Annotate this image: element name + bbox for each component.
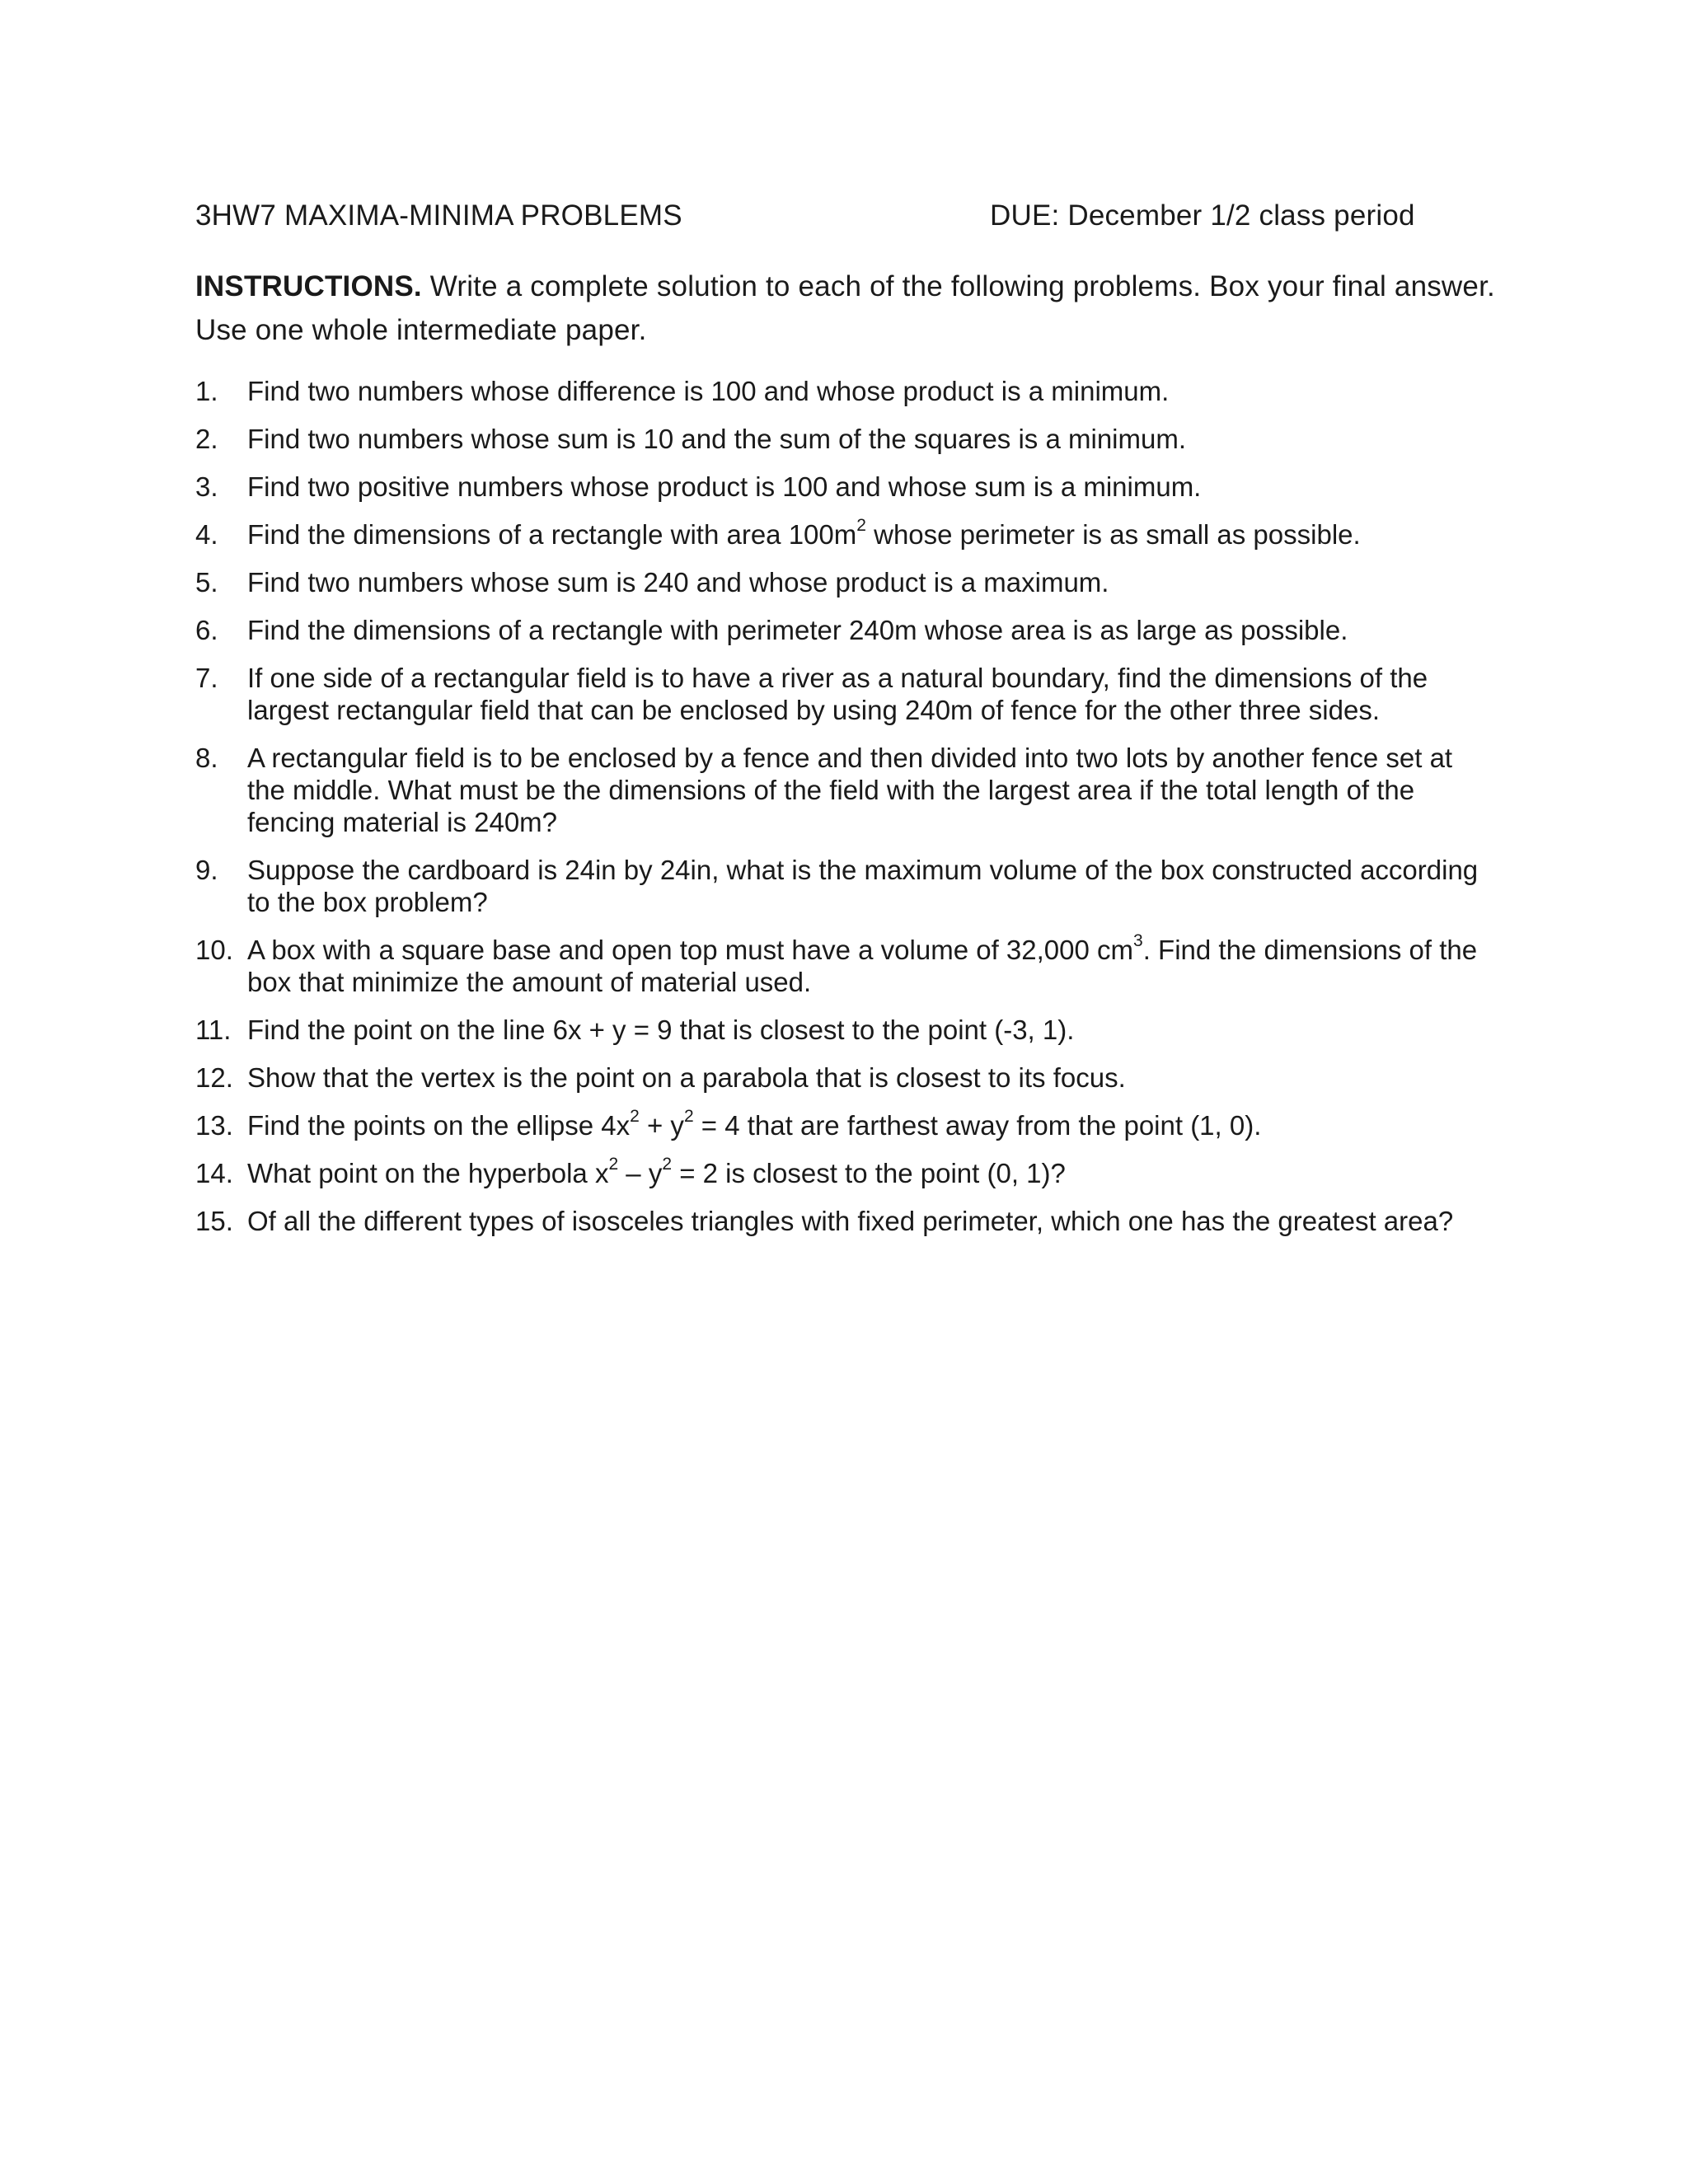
problem-item — [195, 1062, 1481, 1094]
assignment-title: 3HW7 MAXIMA-MINIMA PROBLEMS — [195, 199, 682, 232]
problem-item — [195, 662, 1481, 726]
problem-list — [195, 375, 1481, 1253]
problem-item — [195, 518, 1481, 551]
problem-number: 2. — [195, 424, 218, 454]
problem-item — [195, 614, 1481, 646]
problem-item — [195, 1014, 1481, 1046]
problem-text-part: = 2 is closest to the point (0, 1)? — [672, 1158, 1066, 1188]
superscript: 2 — [662, 1155, 673, 1174]
problem-text — [247, 518, 1481, 551]
problem-text — [247, 662, 1481, 726]
problem-item — [195, 742, 1481, 838]
problem-number: 10. — [195, 935, 233, 965]
superscript: 2 — [856, 516, 866, 535]
problem-number: 7. — [195, 663, 218, 693]
due-date: DUE: December 1/2 class period — [990, 199, 1415, 232]
problem-item — [195, 566, 1481, 598]
problem-text — [247, 1157, 1481, 1189]
superscript: 3 — [1133, 931, 1143, 950]
problem-text-part: + y — [639, 1110, 684, 1141]
problem-text-part: Find the dimensions of a rectangle with area 100m — [247, 519, 857, 550]
problem-number: 15. — [195, 1206, 233, 1236]
instructions-label: INSTRUCTIONS. — [195, 270, 422, 302]
problem-number: 1. — [195, 376, 218, 406]
problem-text — [247, 1205, 1481, 1237]
problem-text-part: Find two numbers whose difference is 100 and whose product is a minimum. — [247, 376, 1170, 406]
problem-text — [247, 1062, 1481, 1094]
problem-text — [247, 931, 1481, 998]
problem-text-part: A rectangular field is to be enclosed by a fence and then divided into two lots by another fence set at the middle. What must be the dimensions of the field with the largest area if the total length of the fencing material is 240m? — [247, 743, 1453, 837]
problem-text-part: Find the dimensions of a rectangle with perimeter 240m whose area is as large as possible. — [247, 615, 1348, 645]
problem-text-part: Find two positive numbers whose product is 100 and whose sum is a minimum. — [247, 471, 1202, 502]
problem-text-part: – y — [618, 1158, 663, 1188]
problem-text — [247, 854, 1481, 918]
problem-item — [195, 1109, 1481, 1141]
problem-text-part: Show that the vertex is the point on a parabola that is closest to its focus. — [247, 1062, 1126, 1093]
problem-text-part: Find the point on the line 6x + y = 9 that is closest to the point (-3, 1). — [247, 1015, 1075, 1045]
problem-number: 9. — [195, 855, 218, 885]
problem-number: 11. — [195, 1015, 232, 1045]
problem-text — [247, 423, 1481, 455]
problem-number: 4. — [195, 519, 218, 550]
problem-text-part: What point on the hyperbola x — [247, 1158, 609, 1188]
problem-item — [195, 931, 1481, 998]
problem-text — [247, 614, 1481, 646]
problem-number: 8. — [195, 743, 218, 773]
problem-text — [247, 566, 1481, 598]
problem-text-part: Of all the different types of isosceles triangles with fixed perimeter, which one has the greatest area? — [247, 1206, 1454, 1236]
problem-item — [195, 471, 1481, 503]
superscript: 2 — [608, 1155, 619, 1174]
problem-text-part: Find two numbers whose sum is 10 and the sum of the squares is a minimum. — [247, 424, 1186, 454]
problem-text-part: A box with a square base and open top must have a volume of 32,000 cm — [247, 935, 1134, 965]
problem-text — [247, 471, 1481, 503]
problem-text-part: Find the points on the ellipse 4x — [247, 1110, 631, 1141]
problem-item — [195, 854, 1481, 918]
problem-text — [247, 742, 1481, 838]
problem-text-part: = 4 that are farthest away from the point (1, 0). — [693, 1110, 1262, 1141]
instructions-text: Write a complete solution to each of the following problems. Box your final answer. Use one whole intermediate paper. — [195, 270, 1495, 346]
problem-text-part: whose perimeter is as small as possible. — [865, 519, 1361, 550]
problem-text — [247, 1014, 1481, 1046]
problem-text-part: Find two numbers whose sum is 240 and whose product is a maximum. — [247, 567, 1109, 598]
problem-number: 3. — [195, 471, 218, 502]
problem-text — [247, 375, 1481, 407]
problem-number: 5. — [195, 567, 218, 598]
problem-number: 14. — [195, 1158, 233, 1188]
problem-text-part: Suppose the cardboard is 24in by 24in, what is the maximum volume of the box constructed according to the box problem? — [247, 855, 1479, 917]
problem-item — [195, 1157, 1481, 1189]
problem-item — [195, 1205, 1481, 1237]
problem-item — [195, 375, 1481, 407]
instructions-paragraph — [195, 265, 1514, 352]
problem-text-part: . Find the dimensions of the box that minimize the amount of material used. — [247, 935, 1478, 997]
problem-number: 13. — [195, 1110, 233, 1141]
superscript: 2 — [630, 1107, 640, 1126]
problem-number: 12. — [195, 1062, 233, 1093]
problem-text-part: If one side of a rectangular field is to have a river as a natural boundary, find the dimensions of the largest rectangular field that can be enclosed by using 240m of fence for the other three sides. — [247, 663, 1428, 725]
superscript: 2 — [683, 1107, 694, 1126]
problem-text — [247, 1109, 1481, 1141]
problem-item — [195, 423, 1481, 455]
problem-number: 6. — [195, 615, 218, 645]
